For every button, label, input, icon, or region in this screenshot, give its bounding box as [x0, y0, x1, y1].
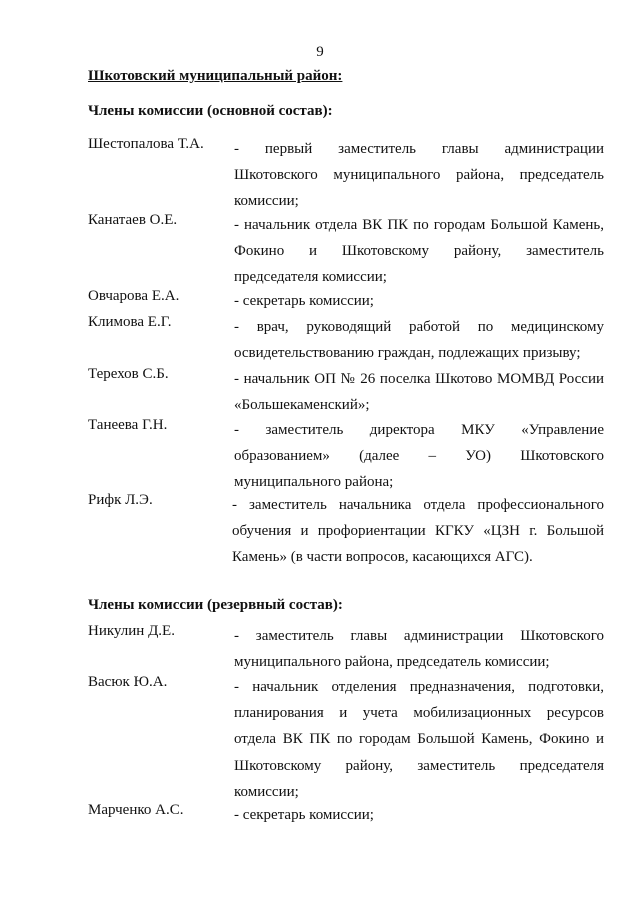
member-role-line: муниципального района;: [234, 474, 394, 491]
member-role-line: Фокино и Шкотовскому району, заместитель: [234, 243, 604, 260]
member-role-line: образованием» (далее – УО) Шкотовского: [234, 448, 604, 465]
member-role-line: - заместитель директора МКУ «Управление: [234, 422, 604, 438]
member-role: [234, 366, 604, 418]
member-role-line: комиссии;: [234, 193, 299, 210]
member-name: Овчарова Е.А.: [88, 288, 180, 304]
member-role-line: - секретарь комиссии;: [234, 293, 374, 309]
member-role-line: - первый заместитель главы администрации: [234, 141, 604, 157]
member-role: [234, 674, 604, 805]
member-role-line: Камень» (в части вопросов, касающихся АГС).: [232, 549, 533, 566]
member-role-line: - врач, руководящий работой по медицинскому: [234, 319, 604, 335]
member-role-line: «Большекаменский»;: [234, 397, 370, 414]
member-role-line: муниципального района, председатель комиссии;: [234, 654, 550, 671]
member-name: Терехов С.Б.: [88, 366, 169, 382]
member-role-line: - начальник ОП № 26 поселка Шкотово МОМВД России: [234, 371, 604, 387]
member-name: Васюк Ю.А.: [88, 674, 168, 690]
member-role-line: освидетельствованию граждан, подлежащих призыву;: [234, 345, 581, 362]
member-role-line: председателя комиссии;: [234, 269, 387, 286]
member-name: Никулин Д.Е.: [88, 623, 175, 639]
member-name: Канатаев О.Е.: [88, 212, 178, 228]
member-role: [234, 802, 604, 828]
member-role-line: отдела ВК ПК по городам Большой Камень, Фокино и: [234, 731, 604, 748]
page-number: 9: [316, 44, 324, 60]
member-role: [232, 492, 604, 571]
member-role-line: - заместитель главы администрации Шкотовского: [234, 628, 604, 644]
member-role-line: Шкотовскому району, заместитель председателя: [234, 757, 604, 774]
member-role: [234, 314, 604, 366]
member-role: [234, 623, 604, 675]
member-role-line: - заместитель начальника отдела профессионального: [232, 497, 604, 513]
member-role: [234, 288, 604, 314]
member-name: Танеева Г.Н.: [88, 417, 168, 433]
reserve-members-heading: Члены комиссии (резервный состав):: [88, 597, 343, 613]
member-name: Марченко А.С.: [88, 802, 184, 818]
member-role: [234, 417, 604, 496]
member-role-line: - начальник отдела ВК ПК по городам Большой Камень,: [234, 217, 604, 233]
member-role-line: Шкотовского муниципального района, председатель: [234, 167, 604, 184]
member-name: Шестопалова Т.А.: [88, 136, 204, 152]
member-name: Климова Е.Г.: [88, 314, 172, 330]
member-role-line: комиссии;: [234, 783, 299, 800]
member-role-line: - начальник отделения предназначения, подготовки,: [234, 679, 604, 695]
main-members-heading: Члены комиссии (основной состав):: [88, 103, 333, 119]
member-role-line: планирования и учета мобилизационных ресурсов: [234, 705, 604, 722]
member-role-line: обучения и профориентации КГКУ «ЦЗН г. Большой: [232, 523, 604, 540]
district-title: Шкотовский муниципальный район:: [88, 68, 343, 84]
member-name: Рифк Л.Э.: [88, 492, 153, 508]
member-role: [234, 212, 604, 291]
member-role-line: - секретарь комиссии;: [234, 807, 374, 823]
member-role: [234, 136, 604, 215]
